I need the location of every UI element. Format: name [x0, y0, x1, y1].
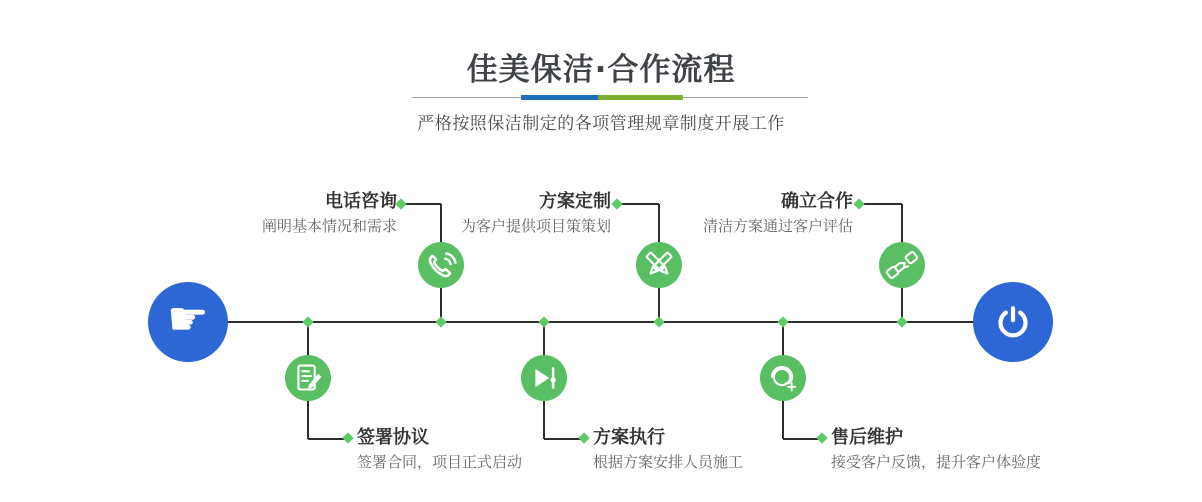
label-diamond: [578, 432, 589, 443]
step-desc: 阐明基本情况和需求: [261, 217, 397, 235]
step-node-aftersale-maintain: [760, 355, 806, 401]
step-title: 方案定制: [539, 191, 611, 212]
step-node-plan-execute: [521, 355, 567, 401]
step-desc: 接受客户反馈，提升客户体验度: [831, 453, 1042, 471]
title-divider-blue-segment: [521, 95, 598, 100]
label-diamond: [816, 432, 827, 443]
step-label-establish-cooperation: [703, 192, 853, 235]
power-icon: [991, 300, 1035, 344]
step-label-phone-consult: [262, 192, 397, 235]
connector-line: [308, 438, 346, 440]
end-node: [973, 282, 1053, 362]
step-label-plan-customize: [461, 192, 611, 235]
step-title: 确立合作: [781, 191, 853, 212]
label-diamond: [342, 432, 353, 443]
step-desc: 根据方案安排人员施工: [593, 453, 744, 471]
step-title: 方案执行: [593, 427, 665, 448]
label-diamond: [853, 198, 864, 209]
start-node: [148, 282, 228, 362]
connector-line: [859, 203, 902, 205]
junction-diamond: [538, 316, 549, 327]
crossed-pencils-icon: [636, 242, 682, 288]
connector-line: [401, 203, 441, 205]
step-title: 签署协议: [357, 427, 429, 448]
step-desc: 清洁方案通过客户评估: [702, 217, 853, 235]
step-label-plan-execute: [593, 428, 743, 471]
junction-diamond: [896, 316, 907, 327]
junction-diamond: [777, 316, 788, 327]
step-node-phone-consult: [418, 242, 464, 288]
label-diamond: [611, 198, 622, 209]
step-node-establish-cooperation: [879, 242, 925, 288]
pointing-hand-icon: ☛: [166, 291, 210, 347]
timeline-line: [228, 321, 973, 323]
headset-plus-icon: [760, 355, 806, 401]
step-node-sign-agreement: [285, 355, 331, 401]
page-title: 佳美保洁·合作流程: [466, 52, 736, 88]
handshake-icon: [879, 242, 925, 288]
step-label-aftersale-maintain: [831, 428, 1041, 471]
play-slider-icon: [521, 355, 567, 401]
connector-line: [617, 203, 659, 205]
step-node-plan-customize: [636, 242, 682, 288]
title-divider-green-segment: [598, 95, 683, 100]
connector-line: [544, 438, 582, 440]
step-desc: 签署合同，项目正式启动: [357, 453, 523, 471]
step-label-sign-agreement: [357, 428, 522, 471]
junction-diamond: [435, 316, 446, 327]
junction-diamond: [653, 316, 664, 327]
step-desc: 为客户提供项目策策划: [460, 217, 611, 235]
step-title: 售后维护: [831, 427, 903, 448]
connector-line: [783, 438, 820, 440]
document-pen-icon: [285, 355, 331, 401]
phone-icon: [418, 242, 464, 288]
step-title: 电话咨询: [325, 191, 397, 212]
junction-diamond: [302, 316, 313, 327]
page-subtitle: 严格按照保洁制定的各项管理规章制度开展工作: [417, 114, 785, 134]
label-diamond: [395, 198, 406, 209]
